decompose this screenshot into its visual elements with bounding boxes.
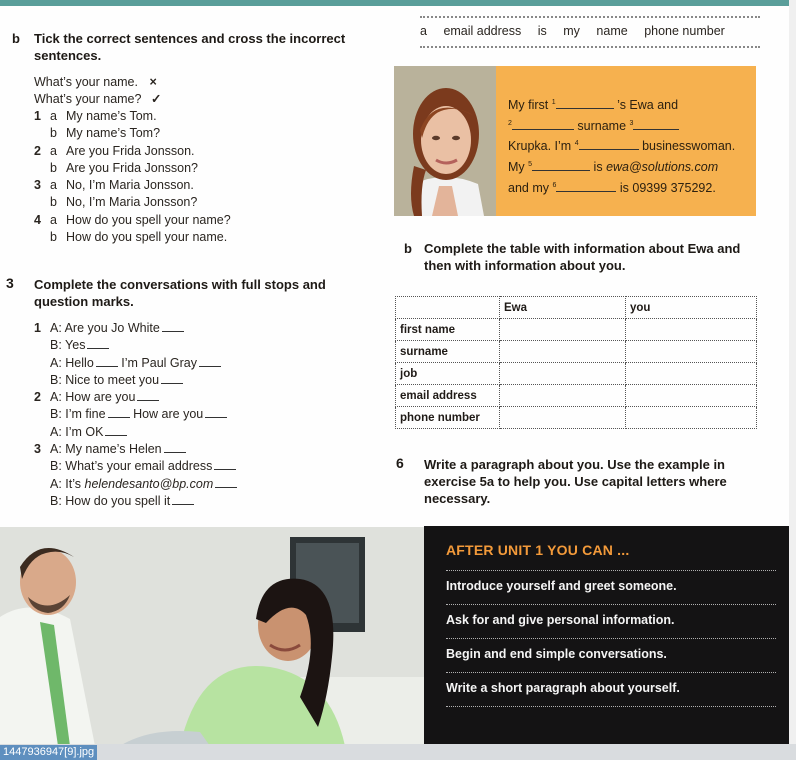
table-cell[interactable] [626, 319, 757, 341]
gap-5[interactable] [532, 161, 590, 171]
ewa-text-line: Krupka. I’m $^4$ businesswoman. [508, 139, 736, 154]
row-label: first name [396, 319, 500, 341]
conversation-line: B: Nice to meet you [34, 372, 237, 389]
exercise-b-right-heading-line2: then with information about you. [424, 258, 626, 273]
conversation-line: A: I’m OK [34, 424, 237, 441]
example-line-2 [34, 91, 161, 108]
row-label: job [396, 363, 500, 385]
row-label: email address [396, 385, 500, 407]
gap-2[interactable] [512, 120, 574, 130]
filename-label: 1447936947[9].jpg [0, 745, 97, 760]
list-item: b How do you spell your name. [50, 230, 228, 245]
exercise-b-left-heading-line2: sentences. [34, 48, 102, 63]
viewer-bottom-bar [0, 744, 796, 760]
answer-blank[interactable] [164, 443, 186, 453]
answer-blank[interactable] [87, 339, 109, 349]
tick-mark-icon: ✓ [150, 92, 162, 106]
can-do-item: Ask for and give personal information. [446, 604, 776, 638]
table-cell[interactable] [626, 385, 757, 407]
exercise-6-number: 6 [396, 455, 404, 471]
table-cell[interactable] [500, 385, 626, 407]
conversation-list [34, 320, 237, 510]
office-scene-image [0, 527, 424, 746]
table-cell[interactable] [626, 363, 757, 385]
top-strip [0, 0, 796, 6]
exercise-6-heading-line1: Write a paragraph about you. Use the example in [424, 457, 725, 472]
answer-blank[interactable] [137, 391, 159, 401]
list-item: 1 a My name’s Tom. [34, 109, 157, 123]
word-bank-letter: a [420, 24, 427, 38]
table-row [396, 319, 757, 341]
conversation-line: A: It’s helendesanto@bp.com [34, 476, 237, 493]
can-do-item: Write a short paragraph about yourself. [446, 672, 776, 706]
answer-blank[interactable] [105, 426, 127, 436]
list-item: b No, I’m Maria Jonsson? [50, 195, 198, 210]
row-label: surname [396, 341, 500, 363]
after-unit-title: AFTER UNIT 1 YOU CAN ... [446, 542, 630, 558]
table-cell[interactable] [626, 341, 757, 363]
table-cell[interactable] [500, 407, 626, 429]
exercise-3-heading-line1: Complete the conversations with full stops and [34, 277, 326, 292]
exercise-3-heading-line2: question marks. [34, 294, 134, 309]
example-text: What’s your name? [34, 92, 142, 106]
conversation-line: B: Yes [34, 337, 237, 354]
exercise-b-left-heading-line1: Tick the correct sentences and cross the incorrect [34, 31, 346, 46]
exercise-b-left-letter: b [12, 31, 20, 46]
conversation-line: 1 A: Are you Jo White [34, 320, 237, 337]
table-row [396, 341, 757, 363]
table-header-cell: Ewa [500, 297, 626, 319]
can-do-item: Introduce yourself and greet someone. [446, 570, 776, 604]
woman-portrait-image [394, 66, 496, 216]
list-item: 3 a No, I’m Maria Jonsson. [34, 178, 194, 193]
answer-blank[interactable] [108, 408, 130, 418]
conversation-line: B: How do you spell it [34, 493, 237, 510]
conversation-line: B: I’m fine How are you [34, 406, 237, 423]
example-line-1 [34, 74, 157, 91]
office-photo [0, 527, 424, 746]
ewa-text-line: My first $^1$ ’s Ewa and [508, 98, 679, 113]
can-do-item: Begin and end simple conversations. [446, 638, 776, 672]
example-text: What’s your name. [34, 75, 138, 89]
list-item: 2 a Are you Frida Jonsson. [34, 143, 195, 158]
exercise-3-number: 3 [6, 275, 14, 291]
word-bank-word: name [596, 24, 628, 38]
answer-blank[interactable] [199, 357, 221, 367]
conversation-line: 3 A: My name’s Helen [34, 441, 237, 458]
answer-blank[interactable] [215, 478, 237, 488]
row-label: phone number [396, 407, 500, 429]
answer-blank[interactable] [205, 408, 227, 418]
ewa-text-box [496, 66, 756, 216]
info-table [395, 296, 757, 429]
table-row [396, 363, 757, 385]
after-unit-box [424, 526, 796, 744]
tick-cross-list [34, 108, 231, 246]
woman-portrait-photo [394, 66, 496, 216]
word-bank [420, 16, 760, 48]
cross-mark-icon: × [149, 75, 157, 89]
gap-6[interactable] [556, 182, 616, 192]
ewa-text-line: and my $^6$ is 09399 375292. [508, 180, 716, 195]
gap-3[interactable] [633, 120, 679, 130]
answer-blank[interactable] [172, 495, 194, 505]
conversation-line: B: What’s your email address [34, 458, 237, 475]
table-header-cell [396, 297, 500, 319]
conversation-line: 2 A: How are you [34, 389, 237, 406]
table-row [396, 407, 757, 429]
table-row [396, 385, 757, 407]
table-header-cell: you [626, 297, 757, 319]
answer-blank[interactable] [96, 357, 118, 367]
list-item: b Are you Frida Jonsson? [50, 160, 199, 175]
table-cell[interactable] [626, 407, 757, 429]
exercise-b-right-heading-line1: Complete the table with information about Ewa and [424, 241, 741, 256]
exercise-6-heading-line2: exercise 5a to help you. Use capital letters where [424, 474, 727, 489]
gap-1[interactable] [556, 99, 614, 109]
answer-blank[interactable] [162, 322, 184, 332]
table-cell[interactable] [500, 319, 626, 341]
exercise-6-heading-line3: necessary. [424, 491, 491, 506]
word-bank-word: email address [443, 24, 522, 38]
word-bank-word: my [563, 24, 580, 38]
list-item: b My name’s Tom? [50, 126, 161, 141]
ewa-text-line: My $^5$ is ewa@solutions.com [508, 160, 719, 175]
gap-4[interactable] [579, 140, 639, 150]
answer-blank[interactable] [161, 374, 183, 384]
list-item: 4 a How do you spell your name? [34, 212, 231, 227]
page-right-edge [789, 0, 796, 744]
table-cell[interactable] [500, 363, 626, 385]
conversation-line: A: Hello I’m Paul Gray [34, 355, 237, 372]
table-cell[interactable] [500, 341, 626, 363]
answer-blank[interactable] [214, 460, 236, 470]
table-header-row [396, 297, 757, 319]
divider [446, 706, 776, 716]
word-bank-word: is [537, 24, 547, 38]
ewa-text-line: $^2$ surname $^3$ [508, 115, 748, 136]
exercise-b-right-letter: b [404, 241, 412, 256]
word-bank-word: phone number [644, 24, 725, 38]
